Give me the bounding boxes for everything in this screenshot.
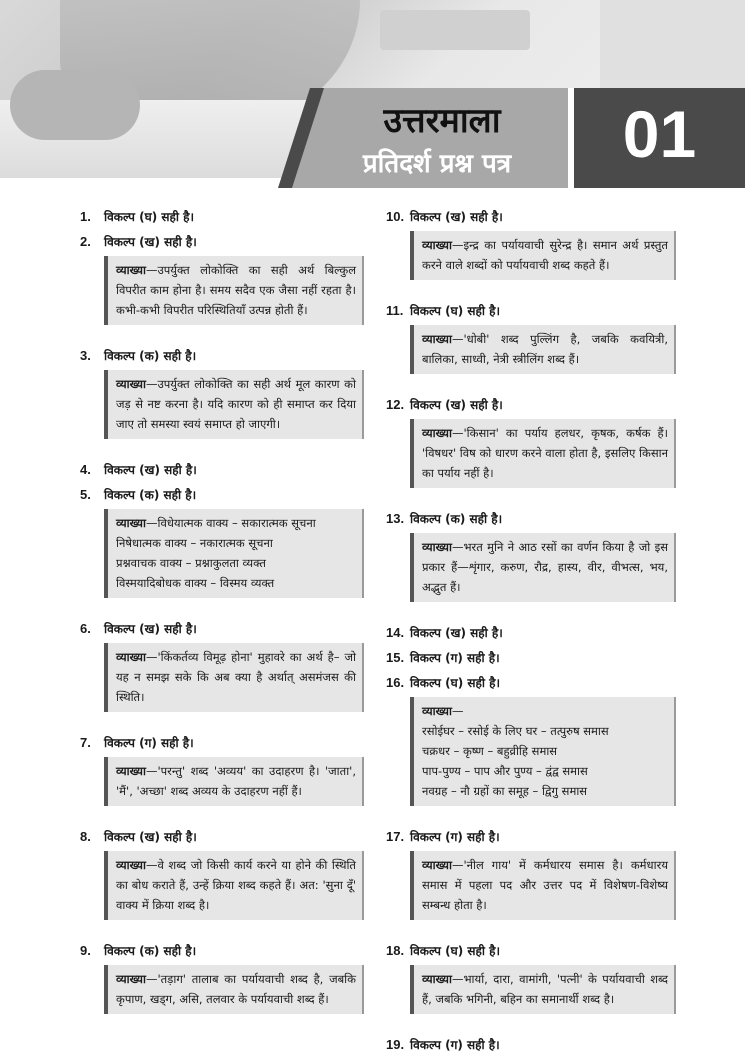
explanation-row: विस्मयादिबोधक वाक्य – विस्मय व्यक्त xyxy=(116,576,275,590)
paper-number: 01 xyxy=(622,97,697,171)
question-number: 15. xyxy=(386,650,405,665)
answer-item xyxy=(80,620,364,637)
answer-text: विकल्प (ग) सही है। xyxy=(410,1038,500,1052)
explanation-text: —'किंकर्तव्य विमूढ़ होना' मुहावरे का अर्थ है– जो यह न समझ सके कि अब क्या है अर्थात् असमंजस की स्थिति। xyxy=(116,650,356,704)
answer-text: विकल्प (ग) सही है। xyxy=(410,830,500,844)
answer-text: विकल्प (ख) सही है। xyxy=(104,463,197,477)
question-number: 4. xyxy=(80,462,91,477)
answer-item xyxy=(80,347,364,364)
right-column xyxy=(386,200,676,1053)
answer-text: विकल्प (ख) सही है। xyxy=(104,622,197,636)
explanation-text: — xyxy=(451,704,464,718)
answer-text: विकल्प (क) सही है। xyxy=(104,488,197,502)
explanation-box xyxy=(104,256,364,325)
answer-text: विकल्प (क) सही है। xyxy=(104,944,197,958)
explanation-text: —'परन्तु' शब्द 'अव्यय' का उदाहरण है। 'जाता', 'मैं', 'अच्छा' शब्द अव्यय के उदाहरण नहीं हैं। xyxy=(116,764,356,798)
explanation-text: —'तड़ाग' तालाब का पर्यायवाची शब्द है, जबकि कृपाण, खड्ग, असि, तलवार के पर्यायवाची शब्द हैं। xyxy=(116,972,356,1006)
question-number: 12. xyxy=(386,397,405,412)
page-title: उत्तरमाला xyxy=(383,101,501,141)
answer-item xyxy=(80,734,364,751)
explanation-row: चक्रधर – कृष्ण – बहुव्रीहि समास xyxy=(422,744,558,758)
explanation-label: व्याख्या xyxy=(422,704,452,718)
answer-text: विकल्प (क) सही है। xyxy=(104,349,197,363)
question-number: 13. xyxy=(386,511,405,526)
explanation-row: नवग्रह – नौ ग्रहों का समूह – द्विगु समास xyxy=(422,784,588,798)
answer-text: विकल्प (ख) सही है। xyxy=(104,235,197,249)
title-banner xyxy=(278,88,745,188)
explanation-box xyxy=(410,697,676,806)
answer-text: विकल्प (क) सही है। xyxy=(410,512,503,526)
answer-text: विकल्प (घ) सही है। xyxy=(104,210,195,224)
explanation-text: —उपर्युक्त लोकोक्ति का सही अर्थ मूल कारण को जड़ से नष्ट करना है। यदि कारण को ही समाप्त कर दिया जाए तो समस्या स्वयं समाप्त हो जाएगी। xyxy=(116,377,356,431)
explanation-label: व्याख्या xyxy=(116,650,146,664)
answer-text: विकल्प (ग) सही है। xyxy=(104,736,194,750)
explanation-box xyxy=(410,533,676,602)
explanation-box xyxy=(410,419,676,488)
answer-item xyxy=(386,396,676,413)
answer-text: विकल्प (ग) सही है। xyxy=(410,651,500,665)
question-number: 10. xyxy=(386,209,405,224)
answer-text: विकल्प (घ) सही है। xyxy=(410,676,501,690)
explanation-box xyxy=(410,851,676,920)
explanation-text: —उपर्युक्त लोकोक्ति का सही अर्थ बिल्कुल विपरीत काम होना है। समय सदैव एक जैसा नहीं रहता है। कभी-कभी विपरीत परिस्थितियाँ उत्पन्न होती हैं। xyxy=(116,263,356,317)
question-number: 3. xyxy=(80,348,91,363)
answer-item xyxy=(386,942,676,959)
answer-item xyxy=(386,674,676,691)
answer-item xyxy=(386,649,676,666)
left-column xyxy=(80,200,364,1014)
question-number: 16. xyxy=(386,675,405,690)
question-number: 5. xyxy=(80,487,91,502)
explanation-label: व्याख्या xyxy=(422,540,452,554)
answer-text: विकल्प (ख) सही है। xyxy=(104,830,197,844)
question-number: 17. xyxy=(386,829,405,844)
answer-item xyxy=(386,1036,676,1053)
explanation-row: पाप-पुण्य – पाप और पुण्य – द्वंद्व समास xyxy=(422,764,588,778)
explanation-label: व्याख्या xyxy=(422,426,452,440)
explanation-text: —वे शब्द जो किसी कार्य करने या होने की स्थिति का बोध कराते हैं, उन्हें क्रिया शब्द कहते हैं। अत: 'सुना दूँ' वाक्य में क्रिया शब्द है। xyxy=(116,858,356,912)
answer-item xyxy=(80,233,364,250)
explanation-box xyxy=(104,643,364,712)
answer-text: विकल्प (ख) सही है। xyxy=(410,398,503,412)
explanation-box xyxy=(410,231,676,280)
explanation-box xyxy=(104,509,364,598)
question-number: 7. xyxy=(80,735,91,750)
question-number: 6. xyxy=(80,621,91,636)
question-number: 11. xyxy=(386,303,404,318)
page-subtitle: प्रतिदर्श प्रश्न पत्र xyxy=(362,149,512,179)
answer-text: विकल्प (घ) सही है। xyxy=(410,304,501,318)
answer-item xyxy=(80,828,364,845)
question-number: 14. xyxy=(386,625,405,640)
explanation-box xyxy=(104,965,364,1014)
answer-text: विकल्प (ख) सही है। xyxy=(410,626,503,640)
answer-item xyxy=(386,510,676,527)
answer-item xyxy=(386,624,676,641)
explanation-label: व्याख्या xyxy=(422,972,452,986)
explanation-text: —भार्या, दारा, वामांगी, 'पत्नी' के पर्यायवाची शब्द हैं, जबकि भगिनी, बहिन का समानार्थी शब्द है। xyxy=(422,972,668,1006)
question-number: 2. xyxy=(80,234,91,249)
explanation-text: —'धोबी' शब्द पुल्लिंग है, जबकि कवयित्री, बालिका, साध्वी, नेत्री स्त्रीलिंग शब्द हैं। xyxy=(422,332,668,366)
answer-text: विकल्प (घ) सही है। xyxy=(410,944,501,958)
question-number: 1. xyxy=(80,209,91,224)
explanation-label: व्याख्या xyxy=(116,972,146,986)
explanation-box xyxy=(104,757,364,806)
explanation-text: —'किसान' का पर्याय हलधर, कृषक, कर्षक हैं। 'विषधर' विष को धारण करने वाला होता है, इसलिए किसान का पर्याय नहीं है। xyxy=(422,426,668,480)
question-number: 9. xyxy=(80,943,91,958)
answer-item xyxy=(80,486,364,503)
question-number: 18. xyxy=(386,943,405,958)
explanation-label: व्याख्या xyxy=(116,516,146,530)
explanation-box xyxy=(104,851,364,920)
explanation-text: —इन्द्र का पर्यायवाची सुरेन्द्र है। समान अर्थ प्रस्तुत करने वाले शब्दों को पर्यायवाची शब्द कहते हैं। xyxy=(422,238,668,272)
explanation-box xyxy=(410,965,676,1014)
answer-item xyxy=(386,302,676,319)
answer-item xyxy=(386,208,676,225)
explanation-box xyxy=(104,370,364,439)
explanation-label: व्याख्या xyxy=(116,377,146,391)
answer-item xyxy=(80,461,364,478)
explanation-label: व्याख्या xyxy=(422,332,452,346)
header-banner xyxy=(0,0,745,188)
explanation-label: व्याख्या xyxy=(116,263,146,277)
answer-item xyxy=(80,208,364,225)
explanation-label: व्याख्या xyxy=(422,238,452,252)
explanation-label: व्याख्या xyxy=(116,858,146,872)
answer-item xyxy=(386,828,676,845)
explanation-label: व्याख्या xyxy=(422,858,452,872)
question-number: 8. xyxy=(80,829,91,844)
answer-item xyxy=(80,942,364,959)
explanation-row: प्रश्नवाचक वाक्य – प्रश्नाकुलता व्यक्त xyxy=(116,556,266,570)
explanation-text: —'नील गाय' में कर्मधारय समास है। कर्मधारय समास में पहला पद और उत्तर पद में विशेषण-विशेष्य सम्बन्ध होता है। xyxy=(422,858,668,912)
explanation-box xyxy=(410,325,676,374)
explanation-text: —विधेयात्मक वाक्य – सकारात्मक सूचना xyxy=(145,516,316,530)
answer-text: विकल्प (ख) सही है। xyxy=(410,210,503,224)
explanation-text: —भरत मुनि ने आठ रसों का वर्णन किया है जो इस प्रकार हैं—शृंगार, करुण, रौद्र, हास्य, वीर, वीभत्स, भय, अद्भुत हैं। xyxy=(422,540,668,594)
explanation-row: निषेधात्मक वाक्य – नकारात्मक सूचना xyxy=(116,536,273,550)
explanation-label: व्याख्या xyxy=(116,764,146,778)
explanation-row: रसोईघर – रसोई के लिए घर – तत्पुरुष समास xyxy=(422,724,609,738)
question-number: 19. xyxy=(386,1037,405,1052)
